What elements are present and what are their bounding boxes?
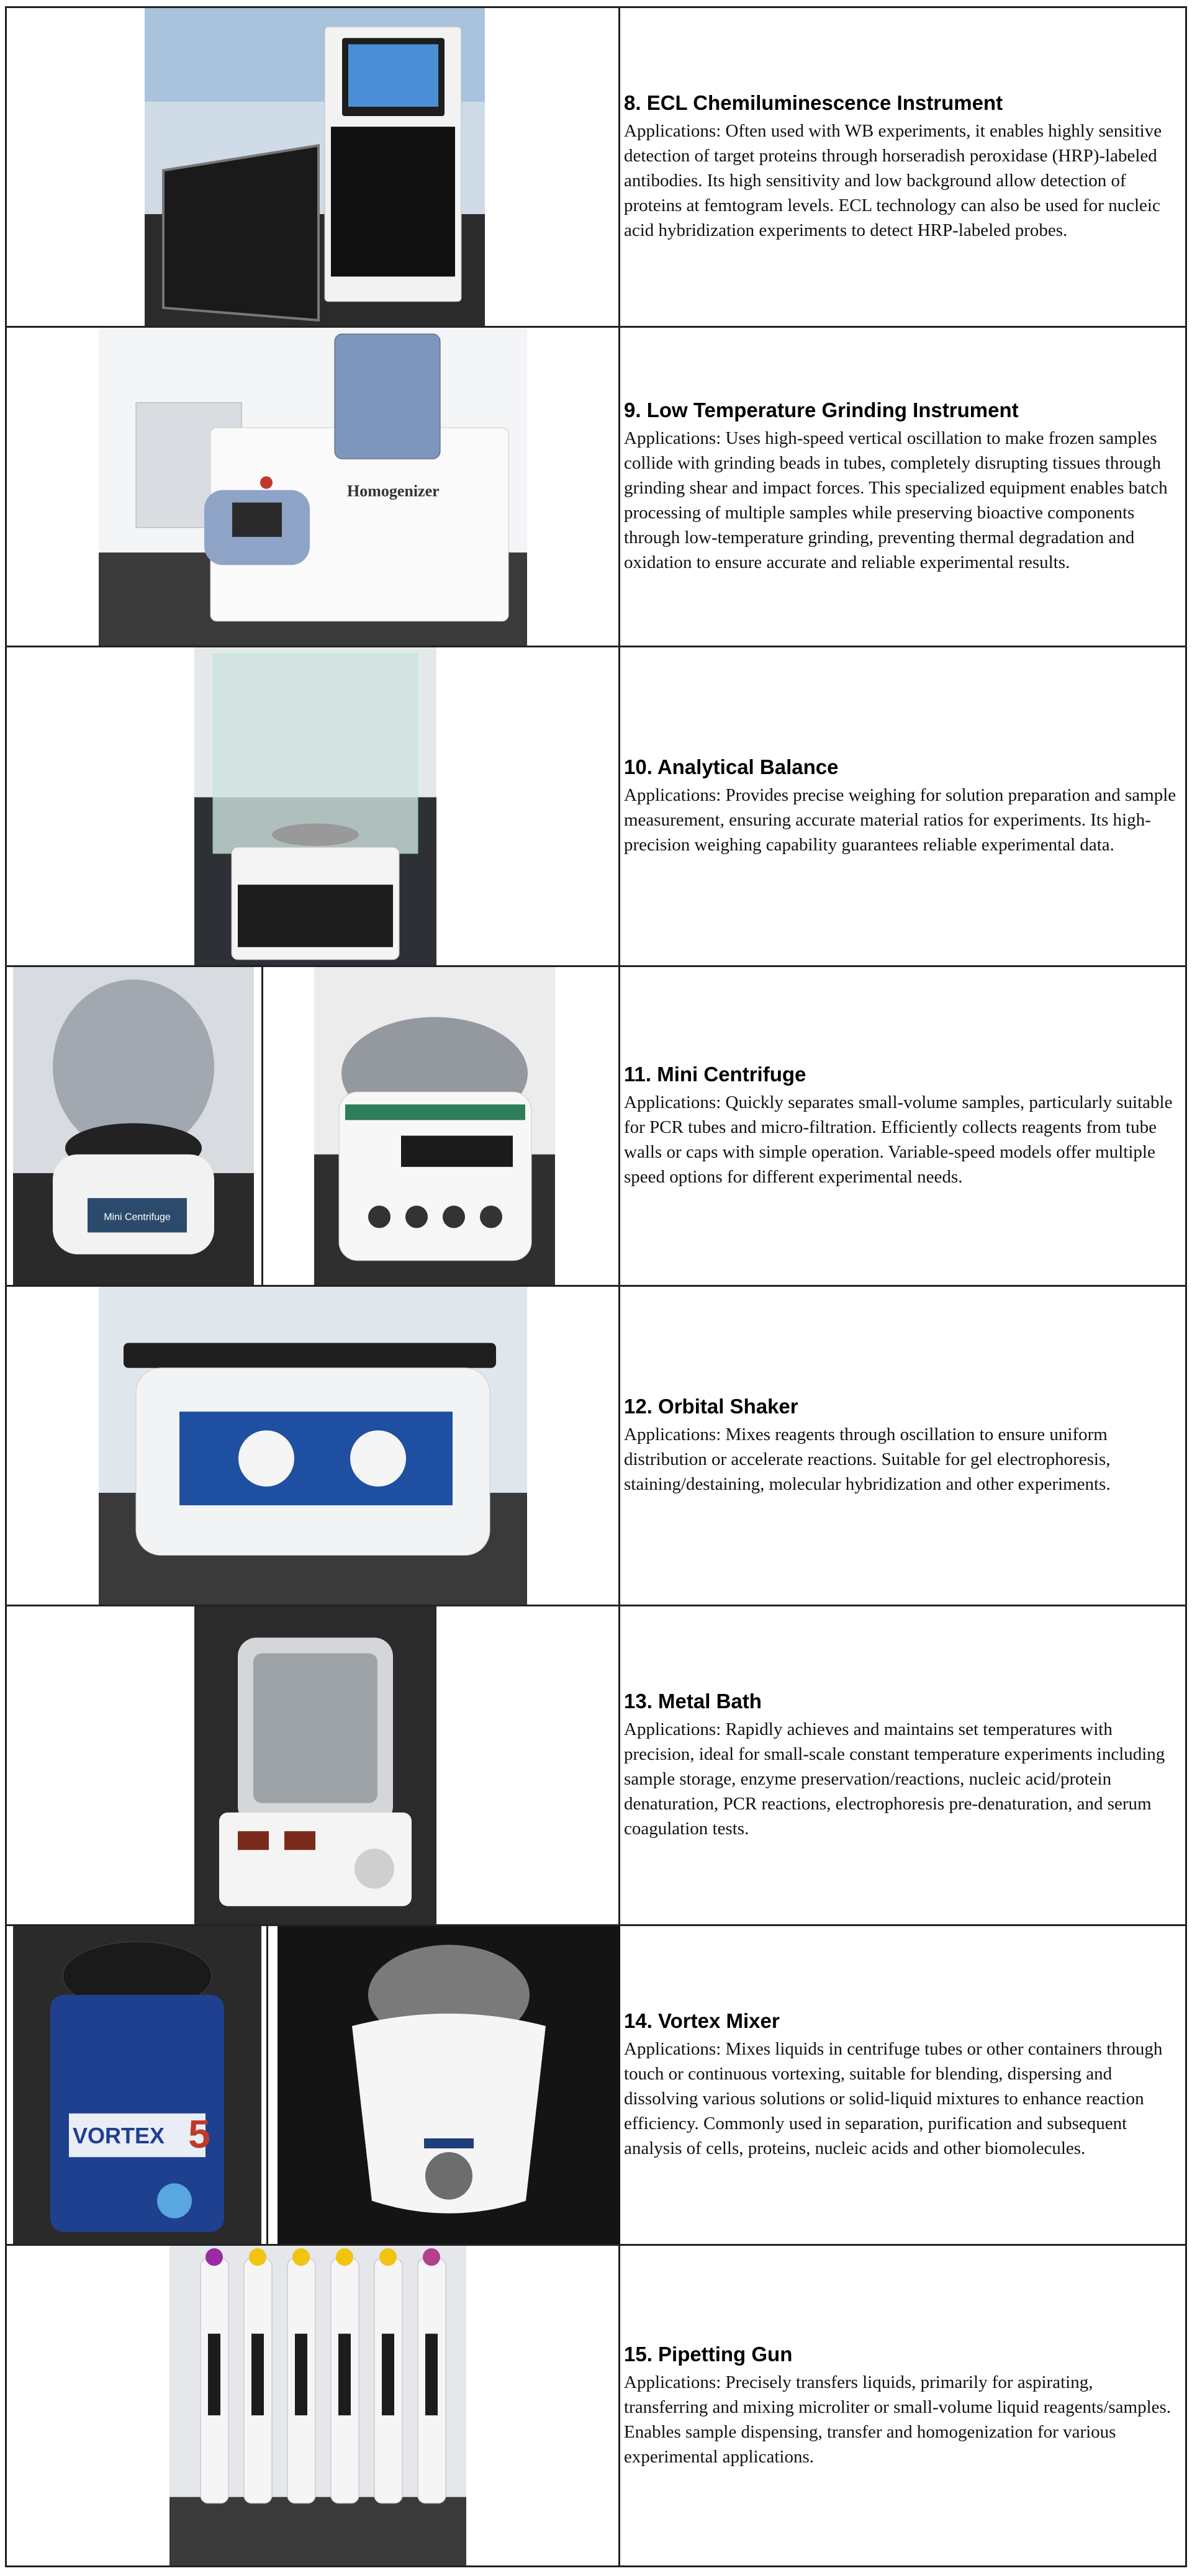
row-body: Applications: Mixes reagents through oscillation to ensure uniform distribution or accelerate reactions. Suitable for gel electrophoresis, staining/destaining, molecular hybridization and other experiments. bbox=[624, 1425, 1111, 1494]
row-title: 13. Metal Bath bbox=[624, 1690, 762, 1713]
ecl-instrument-photo bbox=[145, 8, 485, 326]
vortex-label: VORTEX bbox=[73, 2122, 165, 2149]
image-cell bbox=[7, 1926, 620, 2244]
row-title: 9. Low Temperature Grinding Instrument bbox=[624, 399, 1019, 421]
mini-centrifuge-photo-1 bbox=[13, 967, 254, 1285]
analytical-balance-photo bbox=[194, 647, 436, 965]
row-body: Applications: Uses high-speed vertical oscillation to make frozen samples collide with grinding beads in tubes, completely disrupting tissues through grinding shear and impact forces. This specialized equipment enables batch processing of multiple samples while preserving bioactive components through low-temperature grinding, preventing thermal degradation and oxidation to ensure accurate and reliable experimental results. bbox=[624, 428, 1168, 572]
row-title: 10. Analytical Balance bbox=[624, 755, 839, 778]
homogenizer-label: Homogenizer bbox=[347, 482, 440, 500]
table-row bbox=[7, 8, 1185, 328]
row-title: 11. Mini Centrifuge bbox=[624, 1063, 806, 1086]
row-body: Applications: Precisely transfers liquids, primarily for aspirating, transferring and mixing microliter or small-volume liquid reagents/samples. Enables sample dispensing, transfer and homogenization for various experimental applications. bbox=[624, 2372, 1172, 2467]
text-cell bbox=[620, 967, 1185, 1285]
text-cell bbox=[620, 328, 1185, 646]
text-cell bbox=[620, 1606, 1185, 1924]
pipettes-photo bbox=[169, 2246, 466, 2565]
row-title: 8. ECL Chemiluminescence Instrument bbox=[624, 91, 1003, 114]
image-cell bbox=[7, 647, 620, 965]
row-title: 12. Orbital Shaker bbox=[624, 1395, 798, 1418]
table-row bbox=[7, 2246, 1185, 2565]
homogenizer-photo bbox=[99, 328, 527, 646]
table-row bbox=[7, 1606, 1185, 1926]
metal-bath-photo bbox=[194, 1606, 436, 1924]
table-row bbox=[7, 1287, 1185, 1606]
vortex-mixer-photo-2 bbox=[278, 1926, 620, 2244]
image-divider bbox=[266, 1926, 268, 2244]
image-cell bbox=[7, 1287, 620, 1605]
row-body: Applications: Rapidly achieves and maintains set temperatures with precision, ideal for small-scale constant temperature experiments including sample storage, enzyme preservation/reactions, nucleic acid/protein denaturation, PCR reactions, electrophoresis pre-denaturation, and serum coagulation tests. bbox=[624, 1719, 1165, 1839]
row-body: Applications: Often used with WB experiments, it enables highly sensitive detection of target proteins through horseradish peroxidase (HRP)-labeled antibodies. Its high sensitivity and low background allow detection of proteins at femtogram levels. ECL technology can also be used for nucleic acid hybridization experiments to detect HRP-labeled probes. bbox=[624, 121, 1162, 240]
table-row bbox=[7, 967, 1185, 1287]
row-title: 14. Vortex Mixer bbox=[624, 2009, 780, 2032]
mini-centrifuge-photo-2 bbox=[314, 967, 555, 1285]
image-cell bbox=[7, 328, 620, 646]
text-cell bbox=[620, 8, 1185, 326]
text-cell bbox=[620, 647, 1185, 965]
table-row bbox=[7, 647, 1185, 967]
table-row bbox=[7, 328, 1185, 647]
vortex-model-number: 5 bbox=[188, 2111, 210, 2157]
row-body: Applications: Provides precise weighing for solution preparation and sample measurement, ensuring accurate material ratios for experiments. Its high-precision weighing capability guarantees reliable experimental data. bbox=[624, 785, 1176, 855]
row-body: Applications: Quickly separates small-volume samples, particularly suitable for PCR tubes and micro-filtration. Efficiently collects reagents from tube walls or caps with simple operation. Variable-speed models offer multiple speed options for different experimental needs. bbox=[624, 1092, 1173, 1187]
text-cell bbox=[620, 1926, 1185, 2244]
text-cell bbox=[620, 2246, 1185, 2565]
text-cell bbox=[620, 1287, 1185, 1605]
instrument-table bbox=[5, 6, 1187, 2567]
orbital-shaker-photo bbox=[99, 1287, 527, 1605]
image-cell bbox=[7, 8, 620, 326]
image-cell bbox=[7, 967, 620, 1285]
row-title: 15. Pipetting Gun bbox=[624, 2342, 793, 2366]
mini-centrifuge-label: Mini Centrifuge bbox=[104, 1211, 171, 1223]
image-divider bbox=[261, 967, 263, 1285]
row-body: Applications: Mixes liquids in centrifuge tubes or other containers through touch or continuous vortexing, suitable for blending, dispersing and dissolving various solutions or solid-liquid mixtures to enhance reaction efficiency. Commonly used in separation, purification and subsequent analysis of cells, proteins, nucleic acids and other biomolecules. bbox=[624, 2039, 1163, 2158]
table-row bbox=[7, 1926, 1185, 2246]
vortex-mixer-photo-1 bbox=[13, 1926, 261, 2244]
image-cell bbox=[7, 1606, 620, 1924]
image-cell bbox=[7, 2246, 620, 2565]
